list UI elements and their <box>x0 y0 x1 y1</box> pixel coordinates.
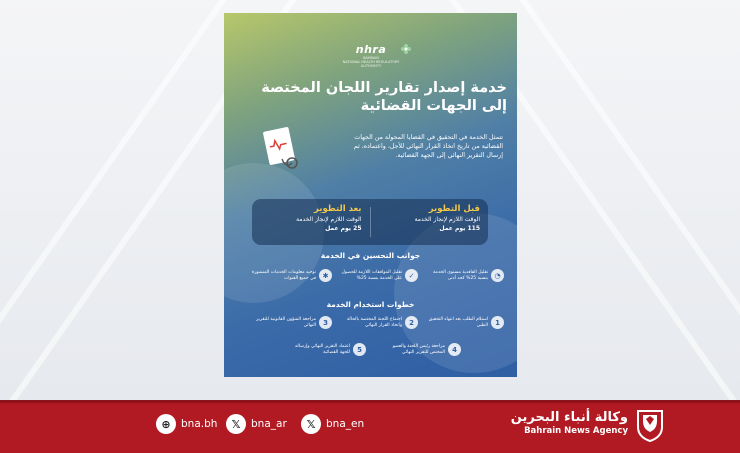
after-label: الوقت اللازم لإنجاز الخدمة <box>296 216 362 223</box>
logo-sub: BAHRAIN <box>363 56 379 60</box>
footer-bar <box>0 400 740 453</box>
after-value: 25 يوم عمل <box>325 225 362 232</box>
logo-text: nhra <box>355 43 387 56</box>
network-icon: ✱ <box>319 269 332 282</box>
after-box <box>252 199 370 245</box>
step-item <box>250 316 332 329</box>
social-handle: bna.bh <box>181 418 218 430</box>
medical-report-icon <box>262 125 302 175</box>
step-item <box>284 343 366 356</box>
improvement-item <box>250 269 332 282</box>
infographic-poster <box>224 13 517 377</box>
improvement-text: توحيد معلومات الخدمات المنشورة في جميع القنوات <box>251 270 316 281</box>
after-heading: بعد التطوير <box>313 204 362 214</box>
step-number: 1 <box>491 316 504 329</box>
social-handle: bna_en <box>326 418 365 430</box>
footer-border <box>0 400 740 403</box>
social-handle: bna_ar <box>251 418 287 430</box>
before-label: الوقت اللازم لإنجاز الخدمة <box>414 216 480 223</box>
step-number: 4 <box>448 343 461 356</box>
step-item <box>379 343 461 356</box>
comparison-panel <box>252 199 488 245</box>
social-link-website[interactable] <box>156 414 217 434</box>
step-item <box>336 316 418 329</box>
step-text: اجتماع اللجنة المختصة بالحالة واتخاذ القرار النهائي <box>347 317 402 328</box>
step-text: مراجعة الشؤون القانونية للتقرير النهائي <box>256 317 316 328</box>
improvement-text: تقليل الفاقدية مستوى الخدمة بنسبة 25% كحد أدنى <box>433 270 488 281</box>
step-item <box>422 316 504 329</box>
x-icon: 𝕏 <box>301 414 321 434</box>
logo-sub: NATIONAL HEALTH REGULATORY AUTHORITY <box>342 60 400 68</box>
approval-icon: ✓ <box>405 269 418 282</box>
brand-arabic: وكالة أنباء البحرين <box>510 410 628 425</box>
service-description: تتمثل الخدمة في التحقيق في القضايا المحولة من الجهات القضائية من تاريخ اتخاذ القرار النهائي للأجل، واعتماده، ثم إرسال التقرير النهائي إلى الجهة القضائية. <box>353 134 503 159</box>
improvement-item <box>422 269 504 282</box>
step-text: مراجعة رئيس اللجنة والعضو المختص للتقرير النهائي <box>392 344 445 355</box>
brand-english: Bahrain News Agency <box>524 426 628 436</box>
nhra-logo <box>336 43 406 68</box>
globe-icon: ⊕ <box>156 414 176 434</box>
social-link-x-ar[interactable] <box>226 414 287 434</box>
step-number: 5 <box>353 343 366 356</box>
improvement-item <box>336 269 418 282</box>
steps-title: خطوات استخدام الخدمة <box>326 300 415 309</box>
bna-brand <box>511 410 628 436</box>
improvement-text: تقليل الموافقات اللازمة للحصول على الخدمة بنسبة 25% <box>341 270 402 281</box>
step-number: 2 <box>405 316 418 329</box>
page-title: خدمة إصدار تقارير اللجان المختصة إلى الجهات القضائية <box>261 80 507 114</box>
bna-emblem-icon <box>635 407 665 443</box>
social-link-x-en[interactable] <box>301 414 364 434</box>
step-text: استلام الطلب بعد انتهاء التحقيق الطبي <box>428 317 488 328</box>
before-heading: قبل التطوير <box>428 204 480 214</box>
step-text: اعتماد التقرير النهائي وإرساله للجهة القضائية <box>295 344 350 355</box>
before-box <box>371 199 489 245</box>
flower-icon <box>400 43 412 55</box>
step-number: 3 <box>319 316 332 329</box>
improvements-title: جوانب التحسين في الخدمة <box>320 251 421 260</box>
before-value: 115 يوم عمل <box>439 225 480 232</box>
x-icon: 𝕏 <box>226 414 246 434</box>
speed-icon: ◔ <box>491 269 504 282</box>
